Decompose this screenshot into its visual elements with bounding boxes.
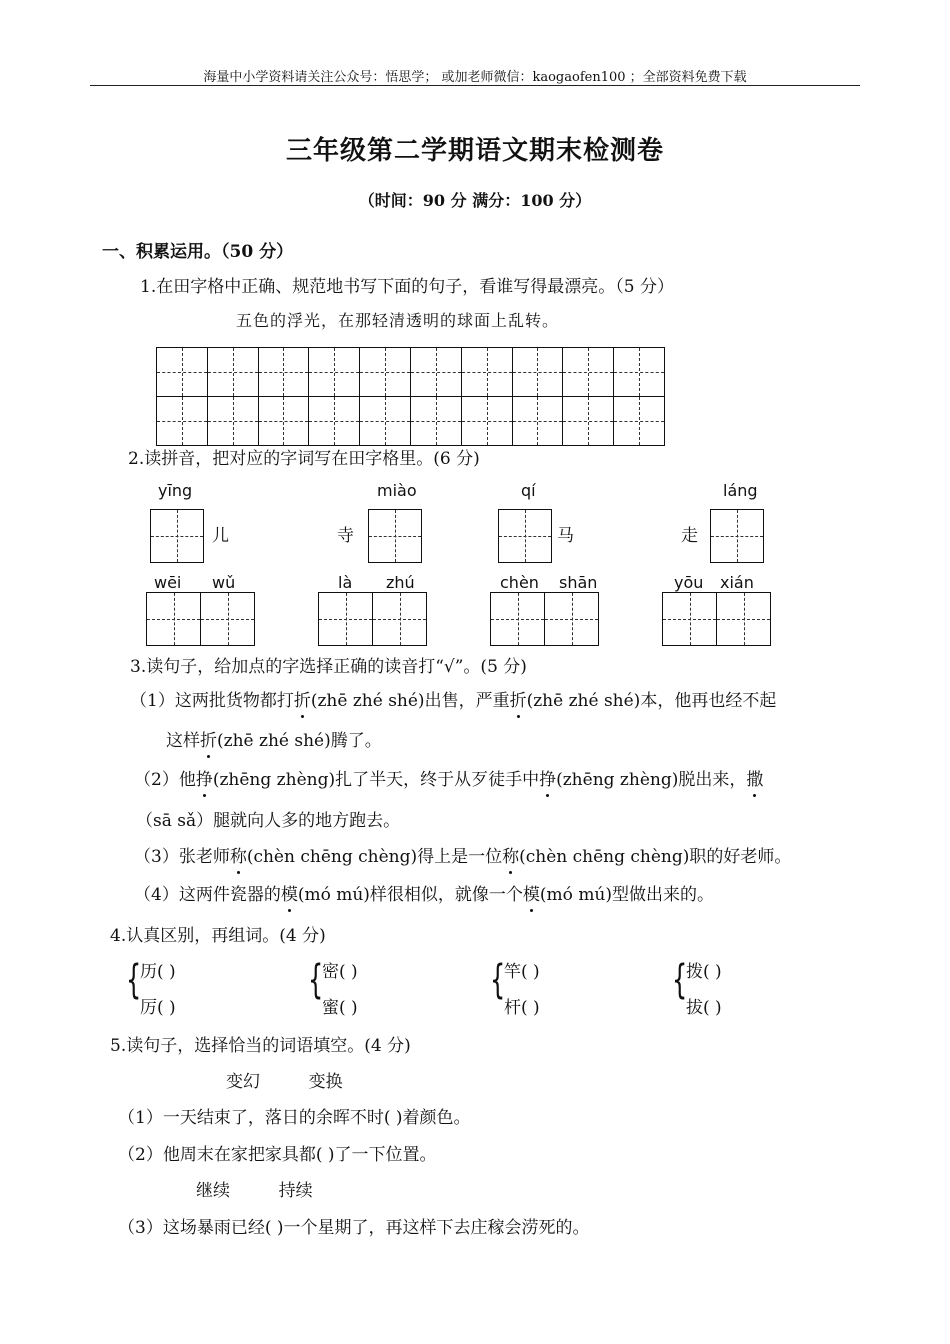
q2-answer-cell[interactable] <box>368 509 422 563</box>
q3-text: （2）他 <box>134 770 196 790</box>
q4-prompt: 4.认真区别，再组词。(4 分) <box>110 926 326 946</box>
q3-options[interactable]: (zhēng zhèng)脱出来， <box>556 770 747 790</box>
q3-dotted-char: 挣 <box>539 765 556 790</box>
q1-grid-cell[interactable] <box>258 347 310 397</box>
q2-pinyin: miào <box>377 481 417 500</box>
q3-options[interactable]: (chèn chēng chèng)得上是一位 <box>246 847 503 867</box>
q2-answer-cell[interactable] <box>372 592 427 646</box>
q3-dotted-char: 撒 <box>746 765 763 790</box>
q3-dotted-char: 称 <box>502 842 519 867</box>
q2-pinyin: wǔ <box>212 573 236 592</box>
q2-answer-cell[interactable] <box>150 509 204 563</box>
q1-grid-cell[interactable] <box>156 347 208 397</box>
q2-answer-cell[interactable] <box>716 592 771 646</box>
page-title: 三年级第二学期语文期末检测卷 <box>285 136 664 166</box>
q5-word-choices: 继续 持续 <box>196 1181 313 1201</box>
q4-word-b[interactable]: 杆( ) <box>504 998 540 1018</box>
q3-dotted-char: 模 <box>281 880 298 905</box>
header-divider <box>90 85 860 86</box>
q2-pinyin: láng <box>723 481 758 500</box>
q1-grid-cell[interactable] <box>461 396 513 446</box>
q4-word-a[interactable]: 历( ) <box>140 962 176 982</box>
q3-dotted-char: 折 <box>200 726 217 751</box>
q3-options[interactable]: (zhēng zhèng)扎了半天，终于从歹徒手中 <box>212 770 540 790</box>
q2-pinyin: qí <box>521 481 536 500</box>
q2-pinyin: yōu <box>674 573 704 592</box>
q1-grid-cell[interactable] <box>308 347 360 397</box>
q3-options[interactable]: （sā sǎ）腿就向人多的地方跑去。 <box>136 811 401 831</box>
brace-icon: { <box>126 957 142 1003</box>
q1-grid-cell[interactable] <box>410 347 462 397</box>
q3-dotted-char: 模 <box>523 880 540 905</box>
brace-icon: { <box>490 957 506 1003</box>
q2-char: 寺 <box>337 526 354 546</box>
q2-char: 儿 <box>212 526 229 546</box>
q1-grid-cell[interactable] <box>512 347 564 397</box>
q3-options[interactable]: (chèn chēng chèng)职的好老师。 <box>519 847 792 867</box>
q4-word-b[interactable]: 拔( ) <box>686 998 722 1018</box>
q1-grid-cell[interactable] <box>359 396 411 446</box>
q3-sentence-1-cont <box>166 726 382 751</box>
q2-char: 马 <box>557 526 574 546</box>
q5-sentence[interactable]: （1）一天结束了，落日的余晖不时( )着颜色。 <box>118 1108 471 1128</box>
q2-answer-cell[interactable] <box>544 592 599 646</box>
q2-answer-cell[interactable] <box>710 509 764 563</box>
q3-options[interactable]: (mó mú)样很相似，就像一个 <box>297 885 523 905</box>
q2-pinyin: zhú <box>386 573 415 592</box>
brace-icon: { <box>672 957 688 1003</box>
q2-answer-cell[interactable] <box>498 509 552 563</box>
q1-grid-cell[interactable] <box>207 347 259 397</box>
q4-word-b[interactable]: 蜜( ) <box>322 998 358 1018</box>
q2-answer-cell[interactable] <box>490 592 545 646</box>
q3-dotted-char: 称 <box>230 842 247 867</box>
q1-writing-grid[interactable] <box>156 347 664 445</box>
q4-word-a[interactable]: 竿( ) <box>504 962 540 982</box>
q3-text: 这样 <box>166 731 200 751</box>
q1-grid-cell[interactable] <box>512 396 564 446</box>
q3-sentence-1 <box>130 686 776 711</box>
q1-grid-cell[interactable] <box>613 396 665 446</box>
q3-text: （4）这两件瓷器的 <box>134 885 281 905</box>
q4-word-b[interactable]: 厉( ) <box>140 998 176 1018</box>
q1-grid-cell[interactable] <box>613 347 665 397</box>
page-subtitle: （时间：90 分 满分：100 分） <box>358 191 592 210</box>
q1-grid-cell[interactable] <box>410 396 462 446</box>
q5-prompt: 5.读句子，选择恰当的词语填空。(4 分) <box>110 1036 411 1056</box>
q3-prompt: 3.读句子，给加点的字选择正确的读音打“√”。(5 分) <box>130 657 527 677</box>
q2-char: 走 <box>681 526 698 546</box>
q2-pinyin: yīng <box>158 481 193 500</box>
q3-options[interactable]: (zhē zhé shé)腾了。 <box>217 731 382 751</box>
q2-answer-cell[interactable] <box>318 592 373 646</box>
q3-text: （3）张老师 <box>134 847 230 867</box>
q3-text: （1）这两批货物都打 <box>130 691 294 711</box>
q1-grid-cell[interactable] <box>207 396 259 446</box>
q2-pinyin: shān <box>559 573 598 592</box>
q3-options[interactable]: (zhē zhé shé)出售，严重 <box>310 691 510 711</box>
q5-sentence[interactable]: （2）他周末在家把家具都( )了一下位置。 <box>118 1145 437 1165</box>
q2-answer-cell[interactable] <box>200 592 255 646</box>
q1-grid-cell[interactable] <box>308 396 360 446</box>
q3-sentence-4 <box>134 880 714 905</box>
q2-answer-cell[interactable] <box>662 592 717 646</box>
q2-pinyin: chèn <box>500 573 539 592</box>
q1-grid-cell[interactable] <box>258 396 310 446</box>
q3-sentence-3 <box>134 842 791 867</box>
q2-pinyin: là <box>338 573 353 592</box>
page-header-notice: 海量中小学资料请关注公众号：悟思学； 或加老师微信：kaogaofen100 ；全部资料免费下载 <box>203 70 747 85</box>
section-heading: 一、积累运用。（50 分） <box>102 242 294 262</box>
q4-word-a[interactable]: 拨( ) <box>686 962 722 982</box>
q3-dotted-char: 折 <box>294 686 311 711</box>
q1-grid-cell[interactable] <box>562 396 614 446</box>
q3-sentence-2 <box>134 765 763 790</box>
q3-dotted-char: 折 <box>510 686 527 711</box>
q2-pinyin: wēi <box>154 573 182 592</box>
q1-grid-cell[interactable] <box>461 347 513 397</box>
q2-answer-cell[interactable] <box>146 592 201 646</box>
q3-dotted-char: 挣 <box>196 765 213 790</box>
q3-options[interactable]: (zhē zhé shé)本，他再也经不起 <box>526 691 777 711</box>
brace-icon: { <box>308 957 324 1003</box>
q2-pinyin: xián <box>720 573 754 592</box>
q1-grid-cell[interactable] <box>562 347 614 397</box>
q4-word-a[interactable]: 密( ) <box>322 962 358 982</box>
q5-word-choices: 变幻 变换 <box>226 1072 343 1092</box>
q1-grid-cell[interactable] <box>156 396 208 446</box>
q2-prompt: 2.读拼音，把对应的字词写在田字格里。(6 分) <box>128 449 480 469</box>
q1-sentence: 五色的浮光，在那轻清透明的球面上乱转。 <box>236 311 560 330</box>
q1-grid-cell[interactable] <box>359 347 411 397</box>
q1-prompt: 1.在田字格中正确、规范地书写下面的句子，看谁写得最漂亮。（5 分） <box>140 277 674 297</box>
q5-sentence[interactable]: （3）这场暴雨已经( )一个星期了，再这样下去庄稼会涝死的。 <box>118 1218 590 1238</box>
q3-options[interactable]: (mó mú)型做出来的。 <box>539 885 715 905</box>
